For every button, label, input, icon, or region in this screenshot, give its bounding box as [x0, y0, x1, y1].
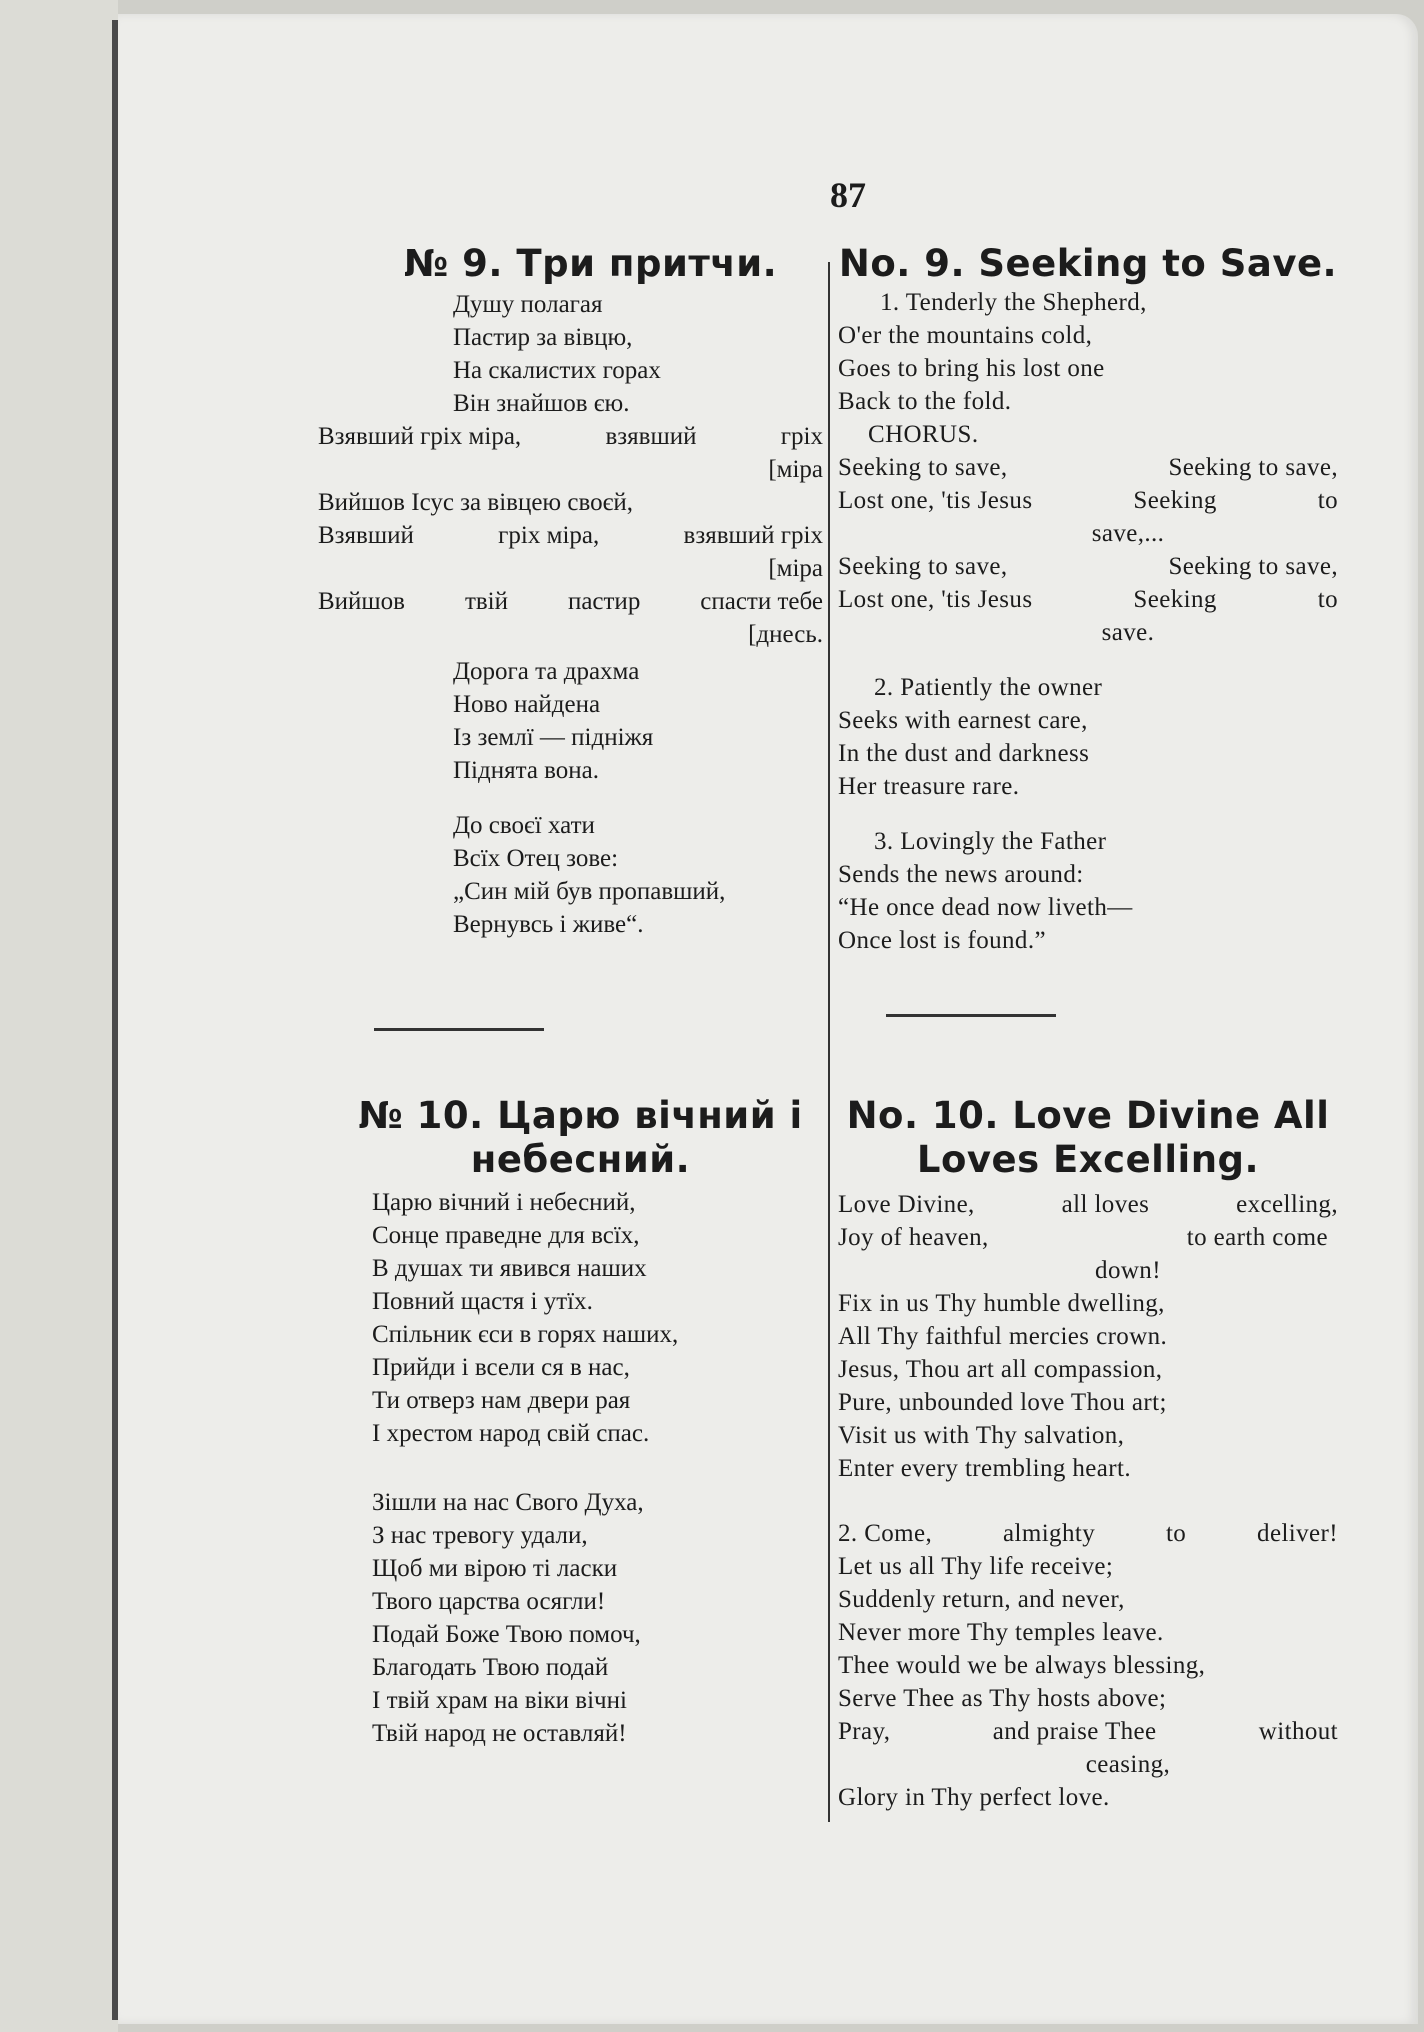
verse-fragment: deliver!	[1257, 1520, 1338, 1547]
verse-line: Зішли на нас Свого Духа,	[372, 1489, 644, 1516]
verse-line: Він знайшов єю.	[453, 390, 630, 417]
page-number: 87	[830, 175, 866, 215]
verse-line	[838, 484, 1338, 517]
verse-fragment: Lost one, 'tis Jesus	[838, 487, 1033, 514]
verse-line: [міра	[768, 555, 823, 582]
hymn10-eng-title-line2: Loves Excelling.	[916, 1138, 1260, 1181]
verse-fragment: Взявший гріх міра,	[318, 423, 522, 450]
hymn9-eng-title: No. 9. Seeking to Save.	[838, 242, 1338, 285]
verse-line	[318, 585, 823, 618]
verse-line: Thee would we be always blessing,	[838, 1652, 1206, 1679]
verse-line: На скалистих горах	[453, 357, 661, 384]
verse-line	[838, 451, 1338, 484]
verse-line: Back to the fold.	[838, 388, 1012, 415]
verse-line: Сонце праведне для всїх,	[372, 1222, 640, 1249]
section-rule-left	[374, 1028, 544, 1031]
verse-line: Suddenly return, and never,	[838, 1586, 1125, 1613]
hymn10-ukr-title-line1: № 10. Царю вічний і	[358, 1094, 803, 1137]
hymn9-ukrainian	[318, 242, 823, 941]
verse-line: Піднята вона.	[453, 757, 600, 784]
chorus-label: CHORUS.	[868, 421, 979, 448]
verse-fragment: and praise Thee	[992, 1718, 1157, 1745]
hymn9-ukr-stanza3	[318, 809, 823, 941]
verse-line: 3. Lovingly the Father	[874, 828, 1107, 855]
verse-line: Дорога та драхма	[453, 658, 640, 685]
verse-line: Her treasure rare.	[838, 773, 1020, 800]
verse-fragment: Seeking	[1133, 487, 1217, 514]
verse-fragment: Seeking to save,	[838, 553, 1008, 580]
verse-line	[838, 583, 1338, 616]
hymn10-ukr-title-line2: небесний.	[470, 1138, 691, 1181]
verse-line: Sends the news around:	[838, 861, 1084, 888]
hymn10-ukr-stanza1	[318, 1186, 823, 1450]
hymn10-eng-verse2	[838, 1517, 1338, 1814]
verse-line: down!	[1095, 1257, 1161, 1284]
verse-line: Seeks with earnest care,	[838, 707, 1088, 734]
verse-line	[838, 1715, 1338, 1748]
verse-line: Вийшов Ісус за вівцею своєй,	[318, 489, 633, 516]
verse-line: Із землї — підніжя	[453, 724, 654, 751]
hymn9-ukr-stanza1	[318, 288, 823, 420]
hymn9-eng-verse1	[838, 286, 1338, 418]
verse-line: Царю вічний і небесний,	[372, 1189, 636, 1216]
hymn9-eng-verse3	[838, 825, 1338, 957]
verse-fragment: almighty	[1003, 1520, 1096, 1547]
verse-line: Прийди і всели ся в нас,	[372, 1354, 630, 1381]
verse-fragment: гріх	[780, 423, 823, 450]
verse-line	[838, 1221, 1338, 1254]
hymn9-english	[838, 242, 1338, 957]
verse-line: Fix in us Thy humble dwelling,	[838, 1290, 1165, 1317]
verse-line: Твій народ не оставляй!	[372, 1720, 627, 1747]
hymn9-ukr-stanza2	[318, 655, 823, 787]
verse-line: [міра	[768, 456, 823, 483]
verse-fragment: Joy of heaven,	[838, 1224, 989, 1251]
hymn9-ukr-refrain	[318, 420, 823, 651]
verse-fragment: спасти тебе	[700, 588, 823, 615]
verse-line: Visit us with Thy salvation,	[838, 1422, 1125, 1449]
hymn10-eng-verse1	[838, 1188, 1338, 1485]
verse-fragment: without	[1258, 1718, 1338, 1745]
verse-line: ceasing,	[1085, 1751, 1171, 1778]
hymn9-eng-chorus	[838, 451, 1338, 649]
verse-line: “He once dead now liveth—	[838, 894, 1133, 921]
column-divider	[828, 262, 830, 1822]
verse-line: До своєї хати	[453, 812, 595, 839]
verse-line: Всїх Отец зове:	[453, 845, 619, 872]
verse-fragment: пастир	[567, 588, 641, 615]
verse-line: save,...	[1091, 520, 1165, 547]
verse-fragment: all loves	[1061, 1191, 1150, 1218]
verse-fragment: Love Divine,	[838, 1191, 975, 1218]
verse-line	[318, 420, 823, 453]
verse-fragment: Seeking	[1133, 586, 1217, 613]
verse-fragment: Seeking to save,	[1168, 454, 1338, 481]
verse-fragment: 2. Come,	[838, 1520, 933, 1547]
hymn9-eng-verse2	[838, 671, 1338, 803]
verse-line: Спільник єси в горях наших,	[372, 1321, 679, 1348]
verse-line: Never more Thy temples leave.	[838, 1619, 1164, 1646]
verse-line: [днесь.	[748, 621, 823, 648]
verse-line	[838, 550, 1338, 583]
left-page-edge	[0, 0, 118, 2032]
verse-line: save.	[1101, 619, 1155, 646]
verse-fragment: to	[1317, 487, 1338, 514]
verse-line: In the dust and darkness	[838, 740, 1090, 767]
verse-line: Вернувсь і живе“.	[453, 911, 644, 938]
verse-line: Pure, unbounded love Thou art;	[838, 1389, 1167, 1416]
verse-line: Goes to bring his lost one	[838, 355, 1105, 382]
verse-line: Serve Thee as Thy hosts above;	[838, 1685, 1167, 1712]
verse-line: Благодать Твою подай	[372, 1654, 609, 1681]
verse-fragment: to earth come	[1186, 1224, 1328, 1251]
hymn10-eng-title-line1: No. 10. Love Divine All	[846, 1094, 1330, 1137]
verse-fragment: твій	[464, 588, 508, 615]
book-page	[118, 14, 1418, 2024]
verse-line: Повний щастя і утїх.	[372, 1288, 593, 1315]
verse-line: І твій храм на віки вічні	[372, 1687, 627, 1714]
verse-line: Glory in Thy perfect love.	[838, 1784, 1110, 1811]
verse-line: Once lost is found.”	[838, 927, 1046, 954]
hymn10-ukr-stanza2	[318, 1486, 823, 1750]
verse-fragment: to	[1317, 586, 1338, 613]
verse-line: Пастир за вівцю,	[453, 324, 633, 351]
verse-line: З нас тревогу удали,	[372, 1522, 588, 1549]
verse-line: All Thy faithful mercies crown.	[838, 1323, 1168, 1350]
verse-line: Let us all Thy life receive;	[838, 1553, 1114, 1580]
hymn9-ukr-title: № 9. Три притчи.	[403, 242, 778, 285]
verse-fragment: Seeking to save,	[1168, 553, 1338, 580]
verse-line: Подай Боже Твою помоч,	[372, 1621, 641, 1648]
verse-fragment: гріх міра,	[498, 522, 600, 549]
verse-fragment: to	[1165, 1520, 1187, 1547]
verse-fragment: excelling,	[1236, 1191, 1338, 1218]
verse-line	[838, 1517, 1338, 1550]
verse-fragment: взявший гріх	[683, 522, 823, 549]
verse-line: Ти отверз нам двери рая	[372, 1387, 631, 1414]
verse-line: І хрестом народ свій спас.	[372, 1420, 650, 1447]
verse-line: Enter every trembling heart.	[838, 1455, 1132, 1482]
verse-line: Твого царства осягли!	[372, 1588, 606, 1615]
verse-line: Jesus, Thou art all compassion,	[838, 1356, 1163, 1383]
section-rule-right	[886, 1014, 1056, 1017]
hymn10-english	[838, 1094, 1338, 1814]
hymn10-ukrainian	[318, 1094, 823, 1750]
verse-line	[318, 519, 823, 552]
verse-fragment: Lost one, 'tis Jesus	[838, 586, 1033, 613]
verse-line	[838, 1188, 1338, 1221]
verse-fragment: Взявший	[318, 522, 414, 549]
verse-line: Щоб ми вірою ті ласки	[372, 1555, 618, 1582]
verse-line: В душах ти явився наших	[372, 1255, 647, 1282]
verse-fragment: Seeking to save,	[838, 454, 1008, 481]
verse-fragment: Pray,	[838, 1718, 891, 1745]
verse-fragment: Вийшов	[318, 588, 405, 615]
verse-fragment: взявший	[605, 423, 697, 450]
verse-line: O'er the mountains cold,	[838, 322, 1093, 349]
verse-line: „Син мій був пропавший,	[453, 878, 726, 905]
verse-line: 1. Tenderly the Shepherd,	[880, 289, 1147, 316]
verse-line: 2. Patiently the owner	[874, 674, 1103, 701]
verse-line: Ново найдена	[453, 691, 601, 718]
verse-line: Душу полагая	[453, 291, 603, 318]
